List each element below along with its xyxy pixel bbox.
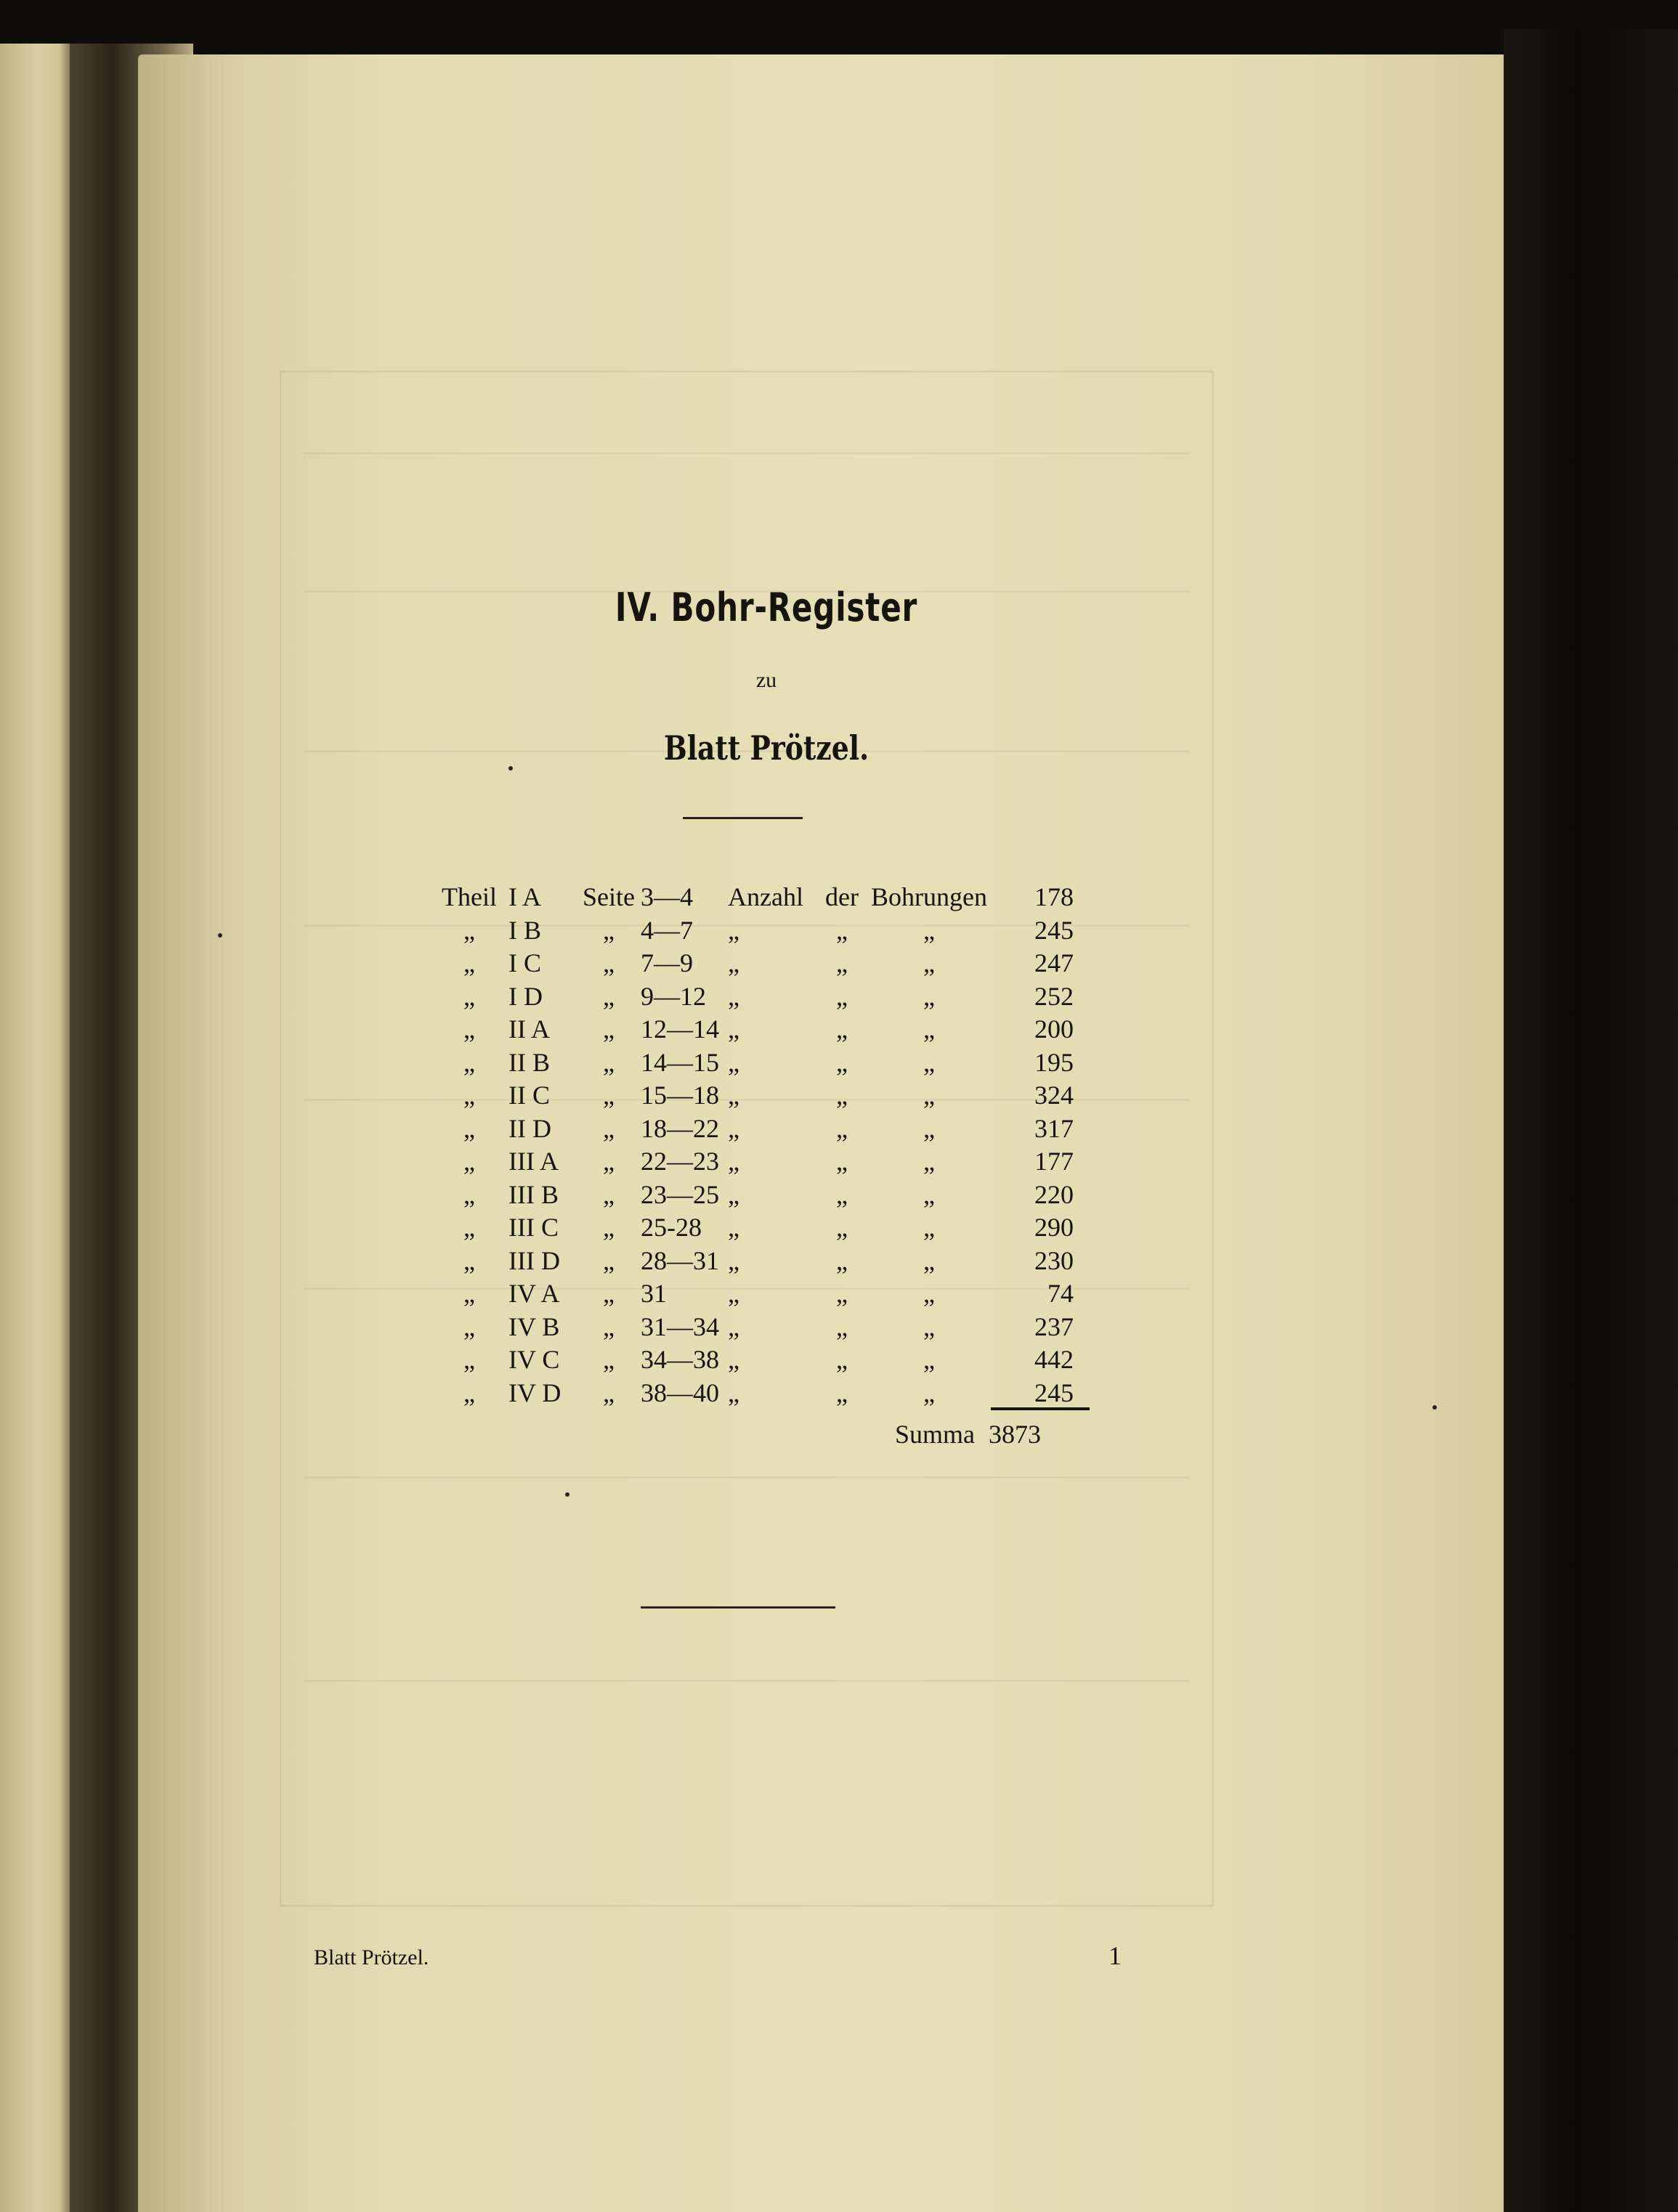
anzahl-cell-text: „ [728, 1345, 739, 1374]
theil-cell [430, 1079, 508, 1113]
theil-cell [430, 980, 508, 1014]
boring-count-cell-text: 178 [1034, 882, 1074, 911]
der-cell [816, 1179, 867, 1212]
part-cell-text: I C [508, 948, 541, 977]
boring-count-cell [991, 1311, 1074, 1344]
boring-count-cell [991, 1145, 1074, 1179]
boring-count-cell [991, 1245, 1074, 1278]
part-cell [508, 1277, 577, 1311]
page-range-cell-text: 9—12 [641, 981, 706, 1011]
register-row [430, 881, 1074, 914]
summa-line [895, 1419, 1041, 1449]
part-cell-text: II C [508, 1081, 550, 1110]
part-cell [508, 1211, 577, 1245]
seite-cell-text: „ [603, 1312, 615, 1341]
bohr-register-table [430, 881, 1074, 1410]
seite-cell-text: „ [603, 1245, 615, 1275]
theil-cell-text: „ [463, 1113, 475, 1143]
page-range-cell [641, 1013, 728, 1046]
ink-speck [218, 933, 222, 938]
page-range-cell-text: 38—40 [641, 1378, 719, 1407]
der-cell [816, 1013, 867, 1046]
part-cell [508, 1113, 577, 1146]
register-row [430, 1311, 1074, 1344]
bohrungen-cell-text: „ [923, 1014, 935, 1044]
anzahl-cell [728, 1245, 816, 1278]
page-range-cell [641, 1211, 728, 1245]
der-cell [816, 914, 867, 948]
boring-count-cell [991, 914, 1074, 948]
page-range-cell [641, 1245, 728, 1278]
bohrungen-cell [867, 914, 991, 948]
register-row [430, 914, 1074, 948]
anzahl-cell [728, 1343, 816, 1377]
seite-cell-text: „ [603, 1279, 615, 1308]
der-cell [816, 1311, 867, 1344]
boring-count-cell-text: 230 [1034, 1245, 1074, 1275]
der-cell-text: „ [836, 1279, 848, 1308]
part-cell [508, 1343, 577, 1377]
register-row [430, 1046, 1074, 1080]
der-cell [816, 1145, 867, 1179]
part-cell-text: III D [508, 1245, 560, 1275]
part-cell [508, 881, 577, 914]
anzahl-cell [728, 980, 816, 1014]
part-cell [508, 947, 577, 980]
der-cell-text: „ [836, 1147, 848, 1176]
register-row [430, 1145, 1074, 1179]
seite-cell [577, 1013, 641, 1046]
bohrungen-cell-text: Bohrungen [871, 882, 987, 911]
page-range-cell [641, 1343, 728, 1377]
anzahl-cell [728, 1145, 816, 1179]
anzahl-cell-text: „ [728, 1047, 739, 1077]
page-range-cell-text: 14—15 [641, 1047, 719, 1077]
anzahl-cell-text: „ [728, 1113, 739, 1143]
page-range-cell [641, 1079, 728, 1113]
anzahl-cell [728, 1277, 816, 1311]
bohrungen-cell-text: „ [923, 1081, 935, 1110]
page-range-cell-text: 12—14 [641, 1014, 719, 1044]
der-cell [816, 1377, 867, 1410]
page-range-cell-text: 3—4 [641, 882, 693, 911]
bohrungen-cell [867, 881, 991, 914]
anzahl-cell-text: „ [728, 915, 739, 945]
seite-cell [577, 1179, 641, 1212]
theil-cell [430, 1179, 508, 1212]
theil-cell-text: „ [463, 1014, 475, 1044]
page-range-cell [641, 947, 728, 980]
der-cell-text: „ [836, 1047, 848, 1077]
part-cell [508, 1179, 577, 1212]
theil-cell [430, 1277, 508, 1311]
bohrungen-cell-text: „ [923, 1245, 935, 1275]
part-cell-text: IV A [508, 1279, 560, 1308]
seite-cell-text: „ [603, 1081, 615, 1110]
boring-count-cell [991, 980, 1074, 1014]
seite-cell-text: „ [603, 1047, 615, 1077]
page-range-cell [641, 1277, 728, 1311]
seite-cell [577, 1046, 641, 1080]
anzahl-cell-text: „ [728, 1213, 739, 1242]
bohrungen-cell-text: „ [923, 1345, 935, 1374]
der-cell-text: „ [836, 981, 848, 1011]
part-cell [508, 980, 577, 1014]
bohrungen-cell [867, 980, 991, 1014]
der-cell-text: „ [836, 1312, 848, 1341]
theil-cell [430, 881, 508, 914]
seite-cell-text: „ [603, 948, 615, 977]
theil-cell-text: „ [463, 1081, 475, 1110]
theil-cell-text: „ [463, 1147, 475, 1176]
bohrungen-cell-text: „ [923, 1312, 935, 1341]
page-range-cell [641, 1113, 728, 1146]
der-cell [816, 1211, 867, 1245]
seite-cell [577, 1113, 641, 1146]
der-cell [816, 1079, 867, 1113]
theil-cell-text: „ [463, 1345, 475, 1374]
part-cell-text: III C [508, 1213, 559, 1242]
theil-cell [430, 1211, 508, 1245]
part-cell [508, 914, 577, 948]
boring-count-cell [991, 881, 1074, 914]
page-range-cell-text: 28—31 [641, 1245, 719, 1275]
der-cell-text: „ [836, 948, 848, 977]
theil-cell-text: „ [463, 1312, 475, 1341]
bohrungen-cell [867, 1079, 991, 1113]
bohrungen-cell [867, 1145, 991, 1179]
anzahl-cell-text: „ [728, 1147, 739, 1176]
seite-cell [577, 1211, 641, 1245]
part-cell-text: I D [508, 981, 543, 1011]
theil-cell [430, 1113, 508, 1146]
page-range-cell-text: 34—38 [641, 1345, 719, 1374]
page-range-cell-text: 7—9 [641, 948, 693, 977]
page-range-cell-text: 31—34 [641, 1312, 719, 1341]
seite-cell-text: „ [603, 1378, 615, 1407]
bohrungen-cell-text: „ [923, 1279, 935, 1308]
der-cell [816, 980, 867, 1014]
anzahl-cell [728, 947, 816, 980]
boring-count-cell-text: 290 [1034, 1213, 1074, 1242]
boring-count-cell [991, 1113, 1074, 1146]
seite-cell [577, 1277, 641, 1311]
anzahl-cell [728, 914, 816, 948]
register-row [430, 1377, 1074, 1410]
bohrungen-cell-text: „ [923, 915, 935, 945]
theil-cell [430, 1245, 508, 1278]
seite-cell-text: „ [603, 1113, 615, 1143]
part-cell-text: II D [508, 1113, 551, 1143]
der-cell [816, 1277, 867, 1311]
anzahl-cell [728, 1113, 816, 1146]
der-cell-text: „ [836, 1345, 848, 1374]
divider-rule [683, 817, 803, 819]
boring-count-cell-text: 252 [1034, 981, 1074, 1011]
theil-cell [430, 1145, 508, 1179]
boring-count-cell-text: 245 [991, 1378, 1090, 1410]
part-cell-text: I B [508, 915, 541, 945]
part-cell [508, 1079, 577, 1113]
theil-cell-text: „ [463, 981, 475, 1011]
ink-speck [1432, 1405, 1437, 1410]
part-cell [508, 1245, 577, 1278]
page-range-cell-text: 31 [641, 1279, 667, 1308]
part-cell [508, 1046, 577, 1080]
summa-value: 3873 [989, 1420, 1042, 1449]
boring-count-cell-text: 74 [1047, 1279, 1074, 1308]
anzahl-cell-text: „ [728, 948, 739, 977]
boring-count-cell [991, 1079, 1074, 1113]
summa-label: Summa [895, 1420, 976, 1449]
register-row [430, 1079, 1074, 1113]
ink-speck [565, 1492, 570, 1497]
boring-count-cell-text: 317 [1034, 1113, 1074, 1143]
part-cell-text: I A [508, 882, 541, 911]
connector-word: zu [755, 668, 777, 692]
bohrungen-cell [867, 1211, 991, 1245]
theil-cell [430, 1013, 508, 1046]
part-cell-text: III A [508, 1147, 559, 1176]
anzahl-cell-text: „ [728, 1312, 739, 1341]
anzahl-cell [728, 1179, 816, 1212]
boring-count-cell [991, 1377, 1074, 1410]
anzahl-cell-text: „ [728, 1245, 739, 1275]
theil-cell-text: „ [463, 1047, 475, 1077]
register-row [430, 1013, 1074, 1046]
boring-count-cell [991, 1211, 1074, 1245]
boring-count-cell-text: 220 [1034, 1179, 1074, 1209]
der-cell [816, 1113, 867, 1146]
anzahl-cell [728, 1046, 816, 1080]
seite-cell [577, 980, 641, 1014]
anzahl-cell-text: „ [728, 1014, 739, 1044]
boring-count-cell-text: 200 [1034, 1014, 1074, 1044]
boring-count-cell-text: 177 [1034, 1147, 1074, 1176]
bohrungen-cell [867, 1377, 991, 1410]
boring-count-cell-text: 195 [1034, 1047, 1074, 1077]
page-range-cell [641, 1046, 728, 1080]
seite-cell-text: „ [603, 1213, 615, 1242]
bohrungen-cell [867, 1277, 991, 1311]
bohrungen-cell-text: „ [923, 1213, 935, 1242]
boring-count-cell-text: 245 [1034, 915, 1074, 945]
register-body [430, 881, 1074, 1410]
page-number: 1 [1108, 1941, 1122, 1970]
theil-cell [430, 1377, 508, 1410]
der-cell [816, 1245, 867, 1278]
seite-cell-text: „ [603, 1345, 615, 1374]
seite-cell-text: „ [603, 1014, 615, 1044]
bohrungen-cell-text: „ [923, 1113, 935, 1143]
anzahl-cell-text: „ [728, 1179, 739, 1209]
page-range-cell [641, 914, 728, 948]
boring-count-cell [991, 1013, 1074, 1046]
boring-count-cell [991, 947, 1074, 980]
register-row [430, 1113, 1074, 1146]
theil-cell [430, 1046, 508, 1080]
seite-cell [577, 947, 641, 980]
der-cell-text: „ [836, 915, 848, 945]
bohrungen-cell-text: „ [923, 948, 935, 977]
part-cell-text: III B [508, 1179, 559, 1209]
bohrungen-cell-text: „ [923, 1378, 935, 1407]
part-cell [508, 1013, 577, 1046]
theil-cell [430, 947, 508, 980]
boring-count-cell-text: 324 [1034, 1081, 1074, 1110]
register-row [430, 1343, 1074, 1377]
page-range-cell [641, 980, 728, 1014]
bohrungen-cell-text: „ [923, 981, 935, 1011]
bohrungen-cell [867, 1311, 991, 1344]
seite-cell-text: „ [603, 981, 615, 1011]
page-range-cell [641, 881, 728, 914]
der-cell [816, 1343, 867, 1377]
part-cell [508, 1311, 577, 1344]
theil-cell [430, 1343, 508, 1377]
der-cell [816, 1046, 867, 1080]
boring-count-cell-text: 237 [1034, 1312, 1074, 1341]
anzahl-cell [728, 1311, 816, 1344]
der-cell [816, 881, 867, 914]
anzahl-cell [728, 881, 816, 914]
footer-sheet-name: Blatt Prötzel. [314, 1945, 429, 1969]
anzahl-cell-text: „ [728, 1081, 739, 1110]
register-row [430, 947, 1074, 980]
theil-cell [430, 1311, 508, 1344]
theil-cell-text: „ [463, 1245, 475, 1275]
bohrungen-cell [867, 1245, 991, 1278]
part-cell [508, 1145, 577, 1179]
seite-cell-text: Seite [583, 882, 635, 911]
theil-cell-text: „ [463, 1213, 475, 1242]
register-row [430, 1179, 1074, 1212]
theil-cell-text: Theil [442, 882, 497, 911]
anzahl-cell [728, 1377, 816, 1410]
page-range-cell [641, 1311, 728, 1344]
page-range-cell-text: 23—25 [641, 1179, 719, 1209]
theil-cell-text: „ [463, 1378, 475, 1407]
register-row [430, 980, 1074, 1014]
seite-cell-text: „ [603, 915, 615, 945]
page-range-cell [641, 1179, 728, 1212]
der-cell-text: „ [836, 1014, 848, 1044]
anzahl-cell [728, 1211, 816, 1245]
page-range-cell-text: 25-28 [641, 1213, 702, 1242]
page-range-cell-text: 15—18 [641, 1081, 719, 1110]
anzahl-cell-text: „ [728, 981, 739, 1011]
bohrungen-cell [867, 1113, 991, 1146]
seite-cell [577, 1079, 641, 1113]
theil-cell-text: „ [463, 915, 475, 945]
register-row [430, 1245, 1074, 1278]
sheet-title: Blatt Prötzel. [663, 728, 870, 768]
bohrungen-cell-text: „ [923, 1147, 935, 1176]
der-cell-text: „ [836, 1179, 848, 1209]
part-cell-text: IV B [508, 1312, 560, 1341]
part-cell-text: IV C [508, 1345, 560, 1374]
bohrungen-cell [867, 1179, 991, 1212]
boring-count-cell [991, 1179, 1074, 1212]
der-cell-text: „ [836, 1213, 848, 1242]
seite-cell-text: „ [603, 1179, 615, 1209]
page-range-cell-text: 22—23 [641, 1147, 719, 1176]
part-cell-text: II A [508, 1014, 550, 1044]
seite-cell [577, 1377, 641, 1410]
der-cell-text: „ [836, 1081, 848, 1110]
seite-cell [577, 1343, 641, 1377]
der-cell-text: „ [836, 1378, 848, 1407]
page-range-cell-text: 18—22 [641, 1113, 719, 1143]
boring-count-cell [991, 1046, 1074, 1080]
bohrungen-cell [867, 1343, 991, 1377]
seite-cell [577, 1311, 641, 1344]
part-cell-text: IV D [508, 1378, 562, 1407]
register-heading: IV. Bohr-Register [615, 585, 918, 630]
page-range-cell [641, 1145, 728, 1179]
anzahl-cell-text: Anzahl [728, 882, 803, 911]
part-cell-text: II B [508, 1047, 550, 1077]
der-cell-text: der [825, 882, 859, 911]
seite-cell-text: „ [603, 1147, 615, 1176]
anzahl-cell [728, 1013, 816, 1046]
anzahl-cell-text: „ [728, 1279, 739, 1308]
boring-count-cell-text: 442 [1034, 1345, 1074, 1374]
der-cell-text: „ [836, 1113, 848, 1143]
seite-cell [577, 881, 641, 914]
theil-cell [430, 914, 508, 948]
seite-cell [577, 1245, 641, 1278]
ink-speck [508, 766, 513, 770]
part-cell [508, 1377, 577, 1410]
boring-count-cell-text: 247 [1034, 948, 1074, 977]
register-row [430, 1277, 1074, 1311]
bohrungen-cell-text: „ [923, 1179, 935, 1209]
bohrungen-cell [867, 947, 991, 980]
der-cell [816, 947, 867, 980]
bohrungen-cell [867, 1013, 991, 1046]
seite-cell [577, 914, 641, 948]
der-cell-text: „ [836, 1245, 848, 1275]
anzahl-cell [728, 1079, 816, 1113]
theil-cell-text: „ [463, 948, 475, 977]
register-row [430, 1211, 1074, 1245]
page-range-cell-text: 4—7 [641, 915, 693, 945]
boring-count-cell [991, 1277, 1074, 1311]
seite-cell [577, 1145, 641, 1179]
boring-count-cell [991, 1343, 1074, 1377]
anzahl-cell-text: „ [728, 1378, 739, 1407]
bohrungen-cell [867, 1046, 991, 1080]
theil-cell-text: „ [463, 1279, 475, 1308]
closing-rule [641, 1606, 835, 1609]
page-range-cell [641, 1377, 728, 1410]
bohrungen-cell-text: „ [923, 1047, 935, 1077]
theil-cell-text: „ [463, 1179, 475, 1209]
